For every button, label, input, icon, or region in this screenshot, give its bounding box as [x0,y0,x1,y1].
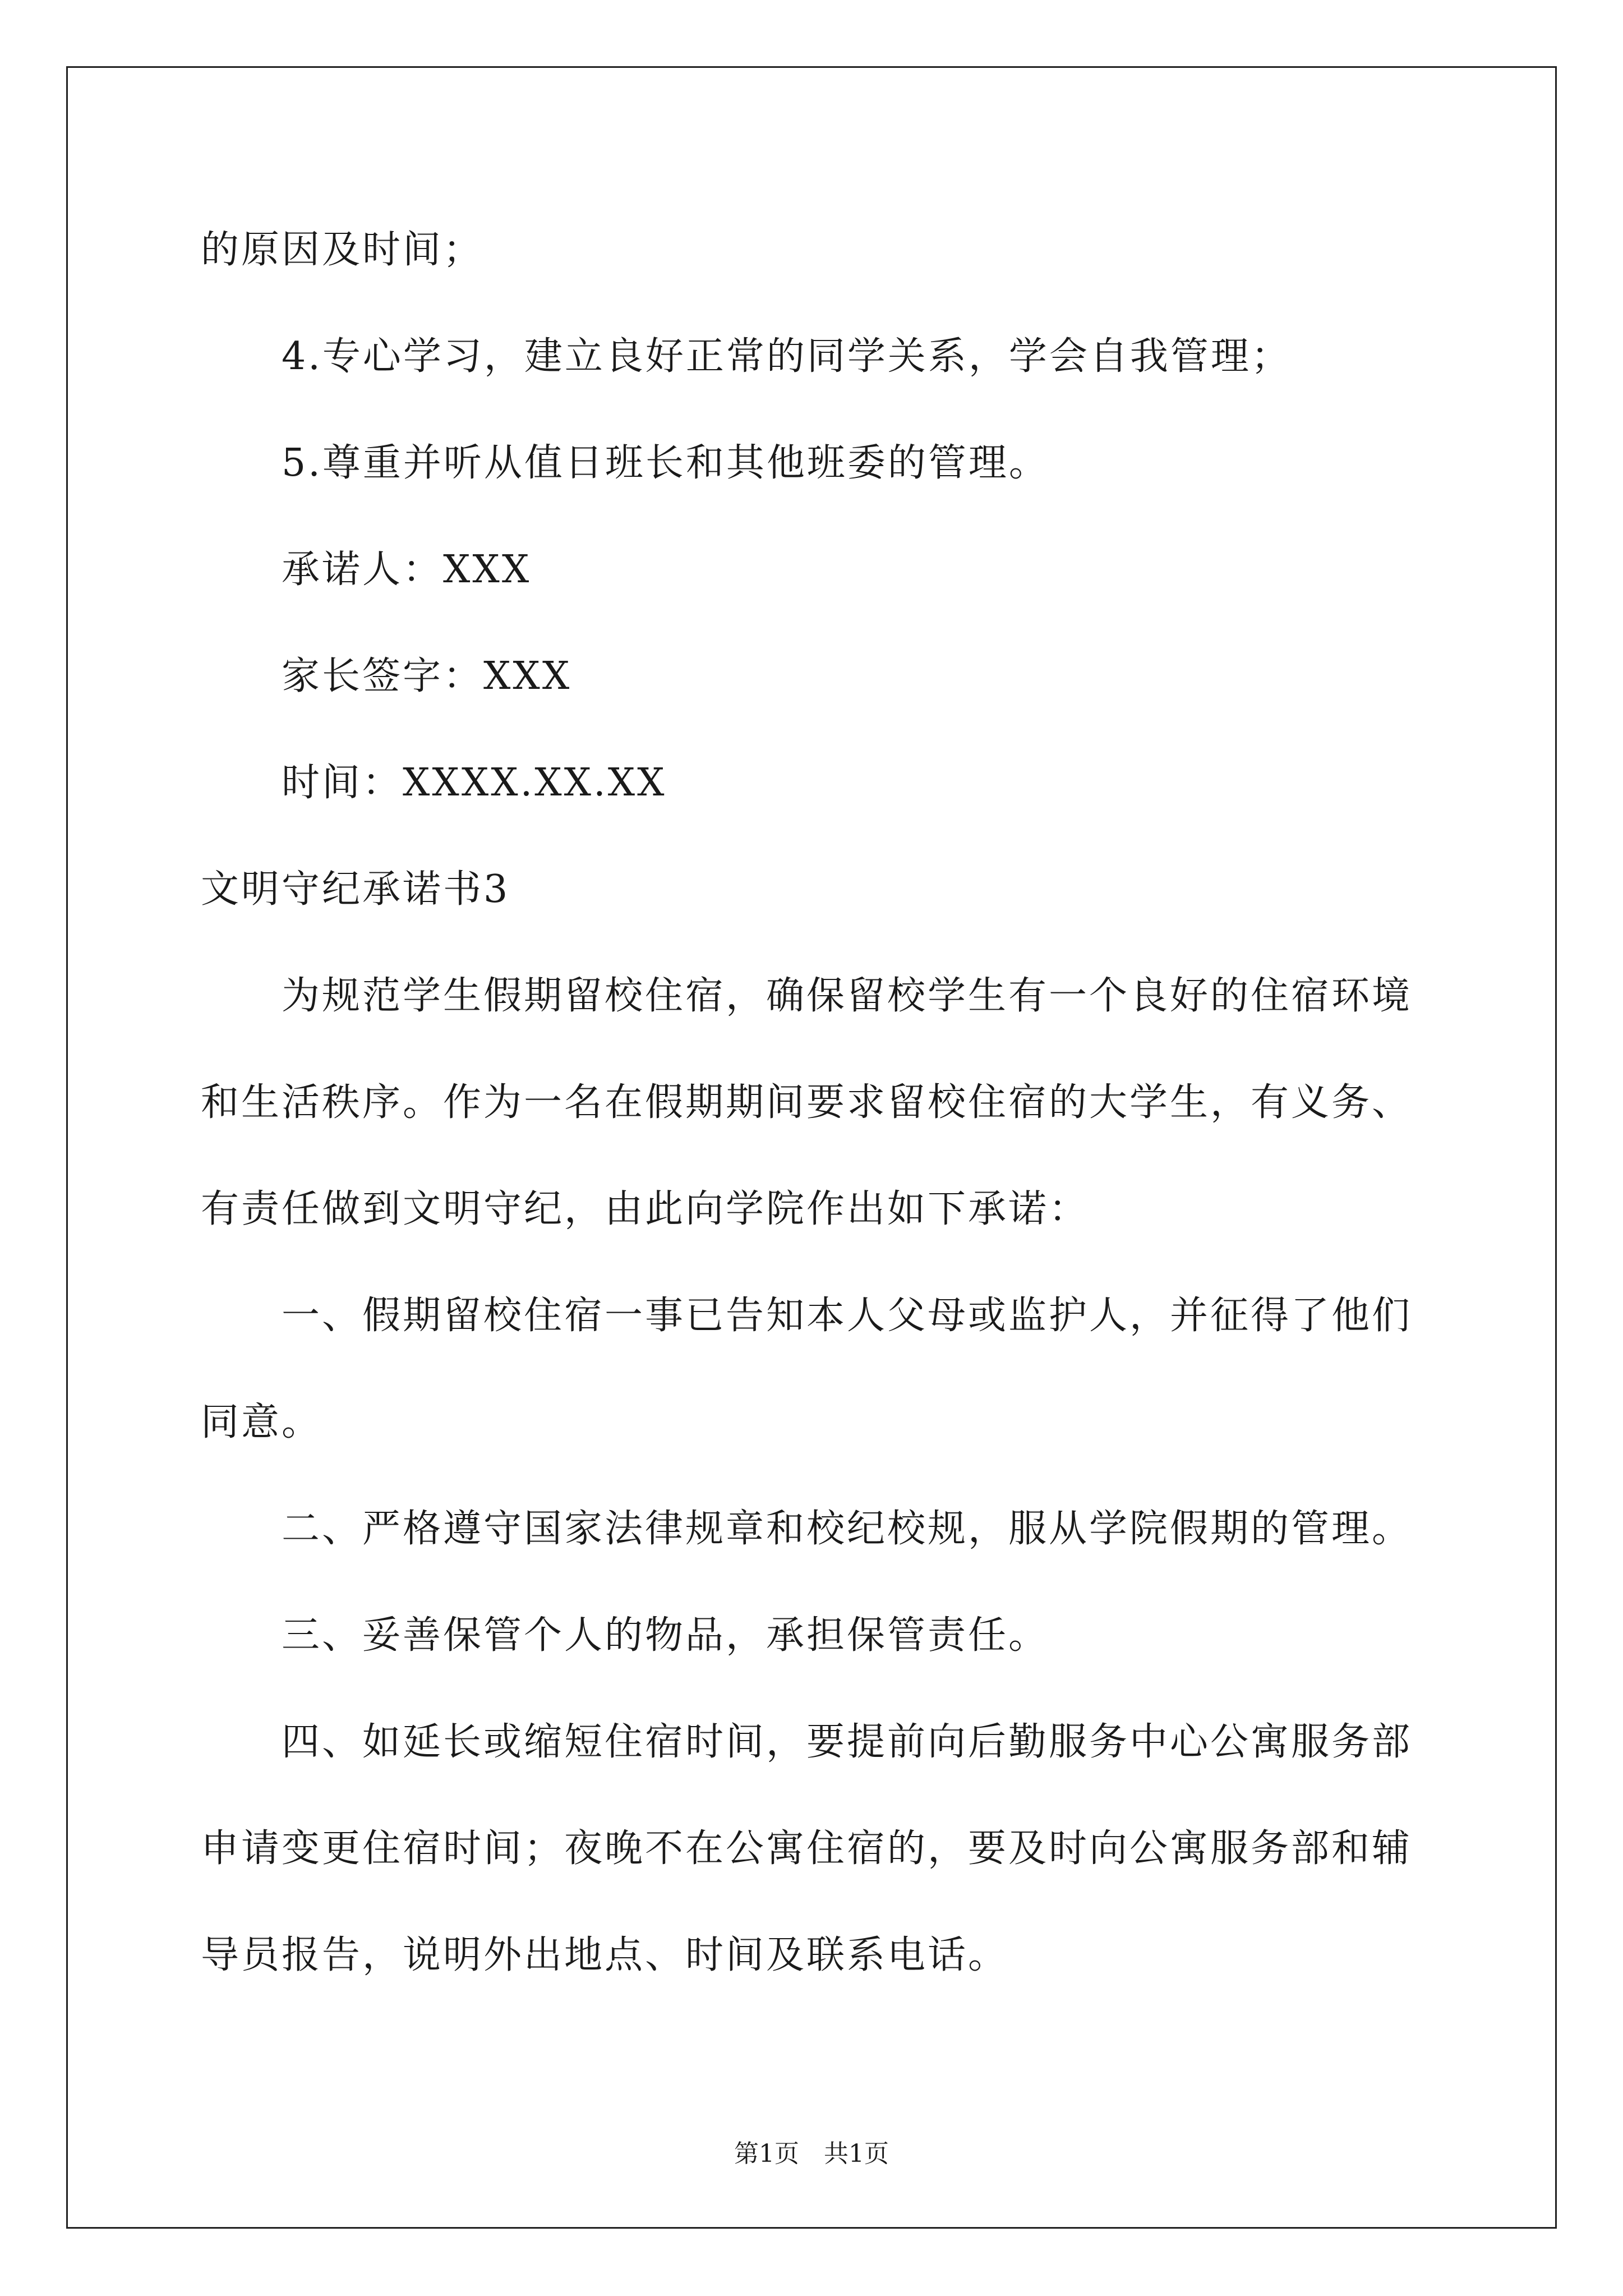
text-line-14: 三、妥善保管个人的物品，承担保管责任。 [282,1613,1049,1658]
date-line: 时间：XXXX.XX.XX [282,761,667,805]
text-line-9: 和生活秩序。作为一名在假期期间要求留校住宿的大学生，有义务、 [201,1080,1413,1125]
signer-line: 承诺人：XXX [282,547,532,592]
text-line-3: 5.尊重并听从值日班长和其他班委的管理。 [282,441,1049,485]
text-line-2: 4.专心学习，建立良好正常的同学关系，学会自我管理； [282,334,1292,379]
text-line-12: 同意。 [201,1400,322,1444]
text-line-15: 四、如延长或缩短住宿时间，要提前向后勤服务中心公寓服务部 [282,1720,1413,1764]
page-border [66,66,1557,2229]
text-line-11: 一、假期留校住宿一事已告知本人父母或监护人，并征得了他们 [282,1294,1413,1338]
section-title: 文明守纪承诺书3 [201,867,510,912]
page-footer: 第1页 共1页 [734,2139,889,2168]
text-line-16: 申请变更住宿时间；夜晚不在公寓住宿的，要及时向公寓服务部和辅 [201,1826,1413,1871]
text-line-17: 导员报告，说明外出地点、时间及联系电话。 [201,1933,1009,1977]
text-line-8: 为规范学生假期留校住宿，确保留校学生有一个良好的住宿环境 [282,974,1413,1018]
text-line-13: 二、严格遵守国家法律规章和校纪校规，服从学院假期的管理。 [282,1507,1413,1551]
text-line-10: 有责任做到文明守纪，由此向学院作出如下承诺： [201,1187,1090,1231]
text-line-1: 的原因及时间； [201,228,484,272]
parent-signature-line: 家长签字：XXX [282,654,572,698]
